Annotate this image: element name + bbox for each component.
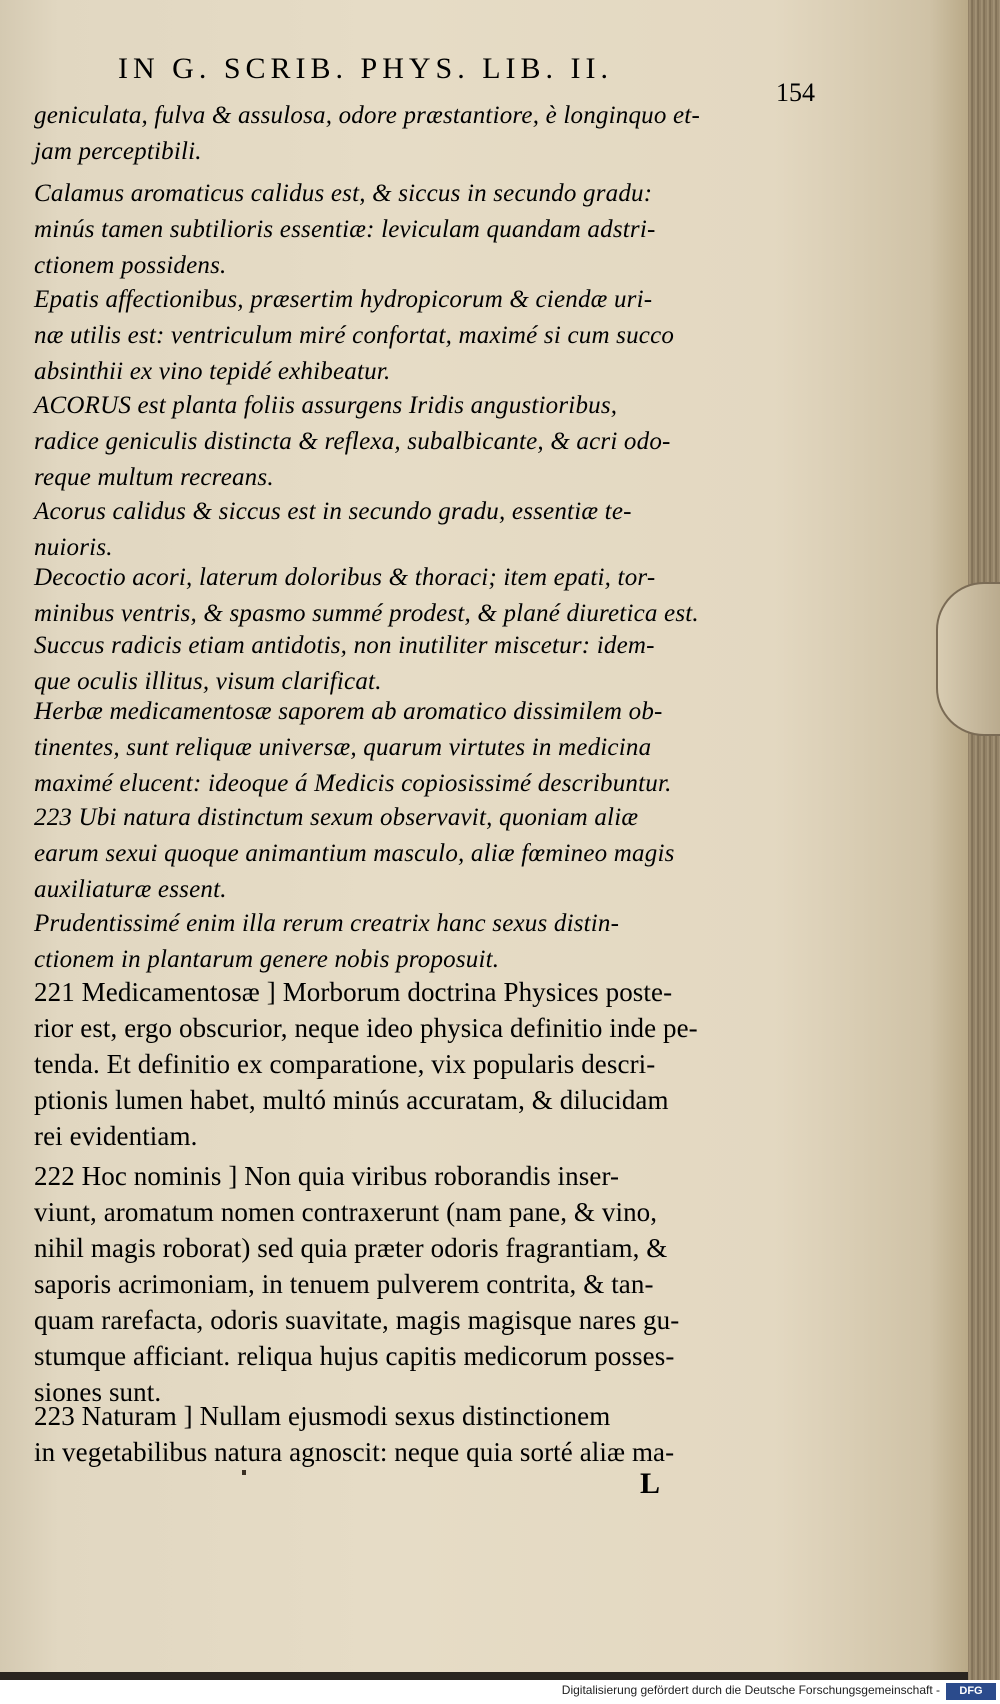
page-edge <box>968 0 1000 1680</box>
footer-credit: Digitalisierung gefördert durch die Deutsche Forschungsgemeinschaft - <box>561 1683 940 1697</box>
paragraph: Herbæ medicamentosæ saporem ab aromatico dissimilem ob- tinentes, sunt reliquæ universæ, quarum virtutes in medicina maximé elucent: ideoque á Medicis copiosissimé describuntur. <box>34 698 672 797</box>
paragraph: Prudentissimé enim illa rerum creatrix hanc sexus distin- ctionem in plantarum genere nobis proposuit. <box>34 910 620 973</box>
dfg-logo-icon: DFG <box>946 1683 996 1700</box>
ink-speck <box>242 1470 246 1475</box>
paragraph: Acorus calidus & siccus est in secundo gradu, essentiæ te- nuioris. <box>34 498 632 561</box>
running-head: IN G. SCRIB. PHYS. LIB. II. <box>118 52 614 85</box>
page-number: 154 <box>776 78 815 107</box>
paragraph: Decoctio acori, laterum doloribus & thoraci; item epati, tor- minibus ventris, & spasmo summé prodest, & plané diuretica est. <box>34 564 699 627</box>
paragraph: ACORUS est planta foliis assurgens Iridis angustioribus, radice geniculis distincta & reflexa, subalbicante, & acri odo- reque multum recreans. <box>34 392 671 491</box>
paragraph: geniculata, fulva & assulosa, odore præstantiore, è longinquo et- jam perceptibili. <box>34 102 700 165</box>
paragraph: Succus radicis etiam antidotis, non inutiliter miscetur: idem- que oculis illitus, visum clarificat. <box>34 632 655 695</box>
commentary-paragraph: 222 Hoc nominis ] Non quia viribus roborandis inser- viunt, aromatum nomen contraxerunt (nam pane, & vino, nihil magis roborat) sed quia præter odoris fragrantiam, & saporis acrimoniam, in tenuem pulverem contrita, & tan- quam rarefacta, odoris suavitate, magis magisque nares gu- stumque afficiant. reliqua hujus capitis medicorum posses- siones sunt. <box>34 1161 680 1407</box>
paragraph: Epatis affectionibus, præsertim hydropicorum & ciendæ uri- næ utilis est: ventriculum miré confortat, maximé si cum succo absinthii ex vino tepidé exhibeatur. <box>34 286 675 385</box>
signature-mark: L <box>640 1467 661 1500</box>
paragraph: Calamus aromaticus calidus est, & siccus in secundo gradu: minús tamen subtilioris essentiæ: leviculam quandam adstri- ctionem possidens. <box>34 180 656 279</box>
commentary-paragraph: 223 Naturam ] Nullam ejusmodi sexus distinctionem in vegetabilibus natura agnoscit: neque quia sorté aliæ ma- <box>34 1401 675 1467</box>
commentary-paragraph: 221 Medicamentosæ ] Morborum doctrina Physices poste- rior est, ergo obscurior, neque ideo physica definitio inde pe- tenda. Et definitio ex comparatione, vix popularis descri- ptionis lumen habet, multó minús accuratam, & dilucidam rei evidentiam. <box>34 977 698 1151</box>
clasp-tab <box>936 582 1000 736</box>
paragraph: 223 Ubi natura distinctum sexum observavit, quoniam aliæ earum sexui quoque animantium masculo, aliæ fœmineo magis auxiliaturæ essent. <box>34 804 675 903</box>
